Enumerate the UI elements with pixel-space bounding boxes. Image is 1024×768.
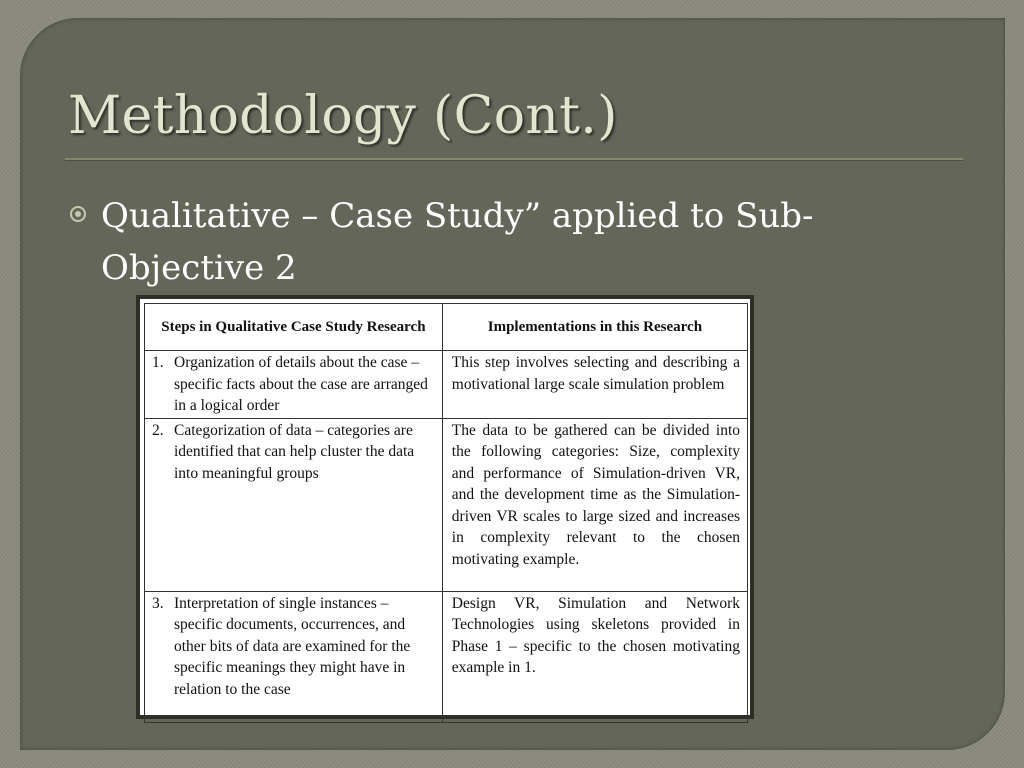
table-background [140,299,750,715]
table-row [145,418,748,591]
implementation-cell [442,591,747,722]
header-implementations: Implementations in this Research [442,304,747,351]
step-cell [145,591,443,722]
step-number: 2. [152,421,164,439]
implementation-cell [442,351,747,419]
title-divider [65,158,963,161]
step-text: Interpretation of single instances – specific documents, occurrences, and other bits of data are examined for the specific meanings they might have in relation to the case [174,594,411,698]
slide-title: Methodology (Cont.) [68,86,618,146]
table-header-row [145,304,748,351]
table-row [145,591,748,722]
step-number: 1. [152,354,164,371]
step-text: Organization of details about the case – specific facts about the case are arranged in a logical order [174,354,428,414]
step-cell [145,351,443,419]
methodology-table [144,303,748,723]
step-cell [145,418,443,591]
table-row [145,351,748,419]
step-text: Categorization of data – categories are identified that can help cluster the data into meaningful groups [174,421,415,482]
implementation-text: The data to be gathered can be divided into the following categories: Size, complexity and performance of Simulation-driven VR, and the development time as the Simulation-driven VR scales to large sized and increases in complexity relevant to the chosen motivating example. [451,421,740,568]
header-steps: Steps in Qualitative Case Study Research [145,304,443,351]
circle-bullet-icon [70,206,86,222]
bullet-text: Qualitative – Case Study” applied to Sub-Objective 2 [101,196,814,288]
implementation-cell [442,418,747,591]
implementation-text: This step involves selecting and describing a motivational large scale simulation problem [451,354,740,393]
step-number: 3. [152,594,164,612]
implementation-text: Design VR, Simulation and Network Technologies using skeletons provided in Phase 1 – specific to the chosen motivating example in 1. [451,594,740,676]
table-image-frame [136,295,754,719]
